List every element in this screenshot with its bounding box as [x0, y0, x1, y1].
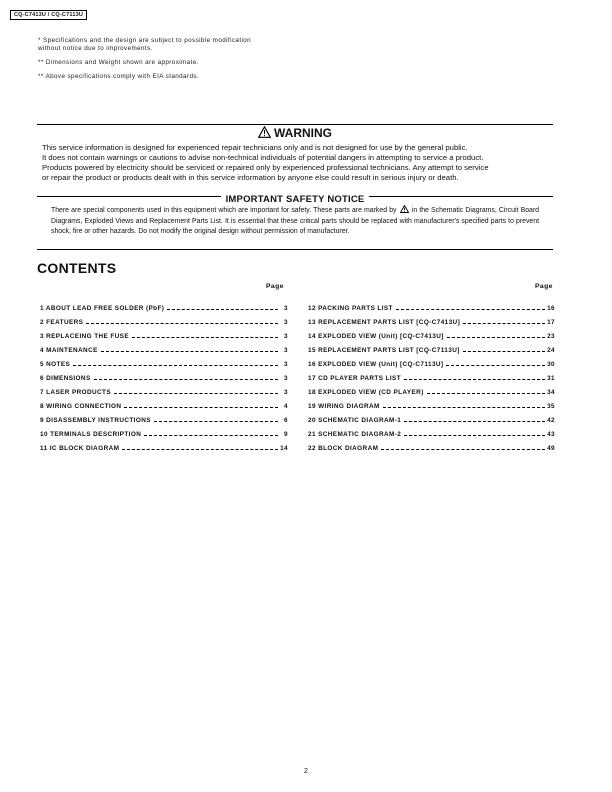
toc-entry-title: 11 IC BLOCK DIAGRAM	[40, 445, 120, 452]
toc-leader	[167, 309, 278, 310]
toc-entry-title: 3 REPLACEING THE FUSE	[40, 333, 130, 340]
toc-entry[interactable]	[40, 326, 288, 340]
safety-notice-title: IMPORTANT SAFETY NOTICE	[221, 194, 370, 205]
warning-box	[37, 124, 553, 250]
toc-leader	[446, 365, 545, 366]
toc-entry-page: 9	[284, 431, 288, 438]
toc-entry-page: 49	[547, 445, 555, 452]
toc-leader	[122, 449, 278, 450]
toc-entry-title: 22 BLOCK DIAGRAM	[308, 445, 379, 452]
toc-entry[interactable]	[40, 368, 288, 382]
toc-entry-title: 7 LASER PRODUCTS	[40, 389, 112, 396]
toc-entry-page: 17	[547, 319, 555, 326]
toc-entry[interactable]	[40, 354, 288, 368]
toc-entry-title: 5 NOTES	[40, 361, 71, 368]
warning-triangle-icon	[258, 126, 271, 141]
toc-leader	[73, 365, 278, 366]
toc-entry[interactable]	[308, 410, 555, 424]
toc-entry[interactable]	[40, 312, 288, 326]
toc-entry[interactable]	[308, 298, 555, 312]
toc-entry-page: 3	[284, 361, 288, 368]
toc-entry-title: 16 EXPLODED VIEW (Unit) [CQ-C7113U]	[308, 361, 444, 368]
warning-title: WARNING	[274, 126, 332, 140]
toc-entry-title: 14 EXPLODED VIEW (Unit) [CQ-C7413U]	[308, 333, 444, 340]
toc-entry-title: 6 DIMENSIONS	[40, 375, 91, 382]
toc-entry[interactable]	[40, 396, 288, 410]
toc-entry-page: 3	[284, 305, 288, 312]
toc-entry[interactable]	[308, 312, 555, 326]
toc-leader	[404, 379, 545, 380]
warning-line: or repair the product or products dealt with in this service information by anyone else could result in serious injury or death.	[42, 173, 459, 182]
toc-entry[interactable]	[40, 438, 288, 452]
toc-entry-page: 42	[547, 417, 555, 424]
warning-text	[42, 143, 548, 183]
toc-entry[interactable]	[40, 410, 288, 424]
toc-entry-page: 3	[284, 319, 288, 326]
specs-notes	[38, 37, 251, 81]
toc-entry-page: 3	[284, 333, 288, 340]
toc-entry[interactable]	[40, 382, 288, 396]
page-number: 2	[304, 768, 308, 775]
notice-text-part: in the Schematic Diagrams, Circuit Board Diagrams, Exploded Views and Replacement Parts List. It is essential that these critical parts should be replaced with manufacturer's specified parts to prevent shock, fire or other hazards. Do not modify the original design without permission of manufacturer.	[51, 207, 539, 235]
toc-leader	[114, 393, 278, 394]
toc-leader	[463, 351, 545, 352]
toc-entry-title: 4 MAINTENANCE	[40, 347, 98, 354]
toc-leader	[404, 421, 545, 422]
toc-entry[interactable]	[308, 424, 555, 438]
toc-right-column	[308, 298, 555, 452]
toc-entry-page: 3	[284, 375, 288, 382]
toc-leader	[132, 337, 278, 338]
warning-heading	[37, 126, 553, 141]
toc-entry-title: 13 REPLACEMENT PARTS LIST [CQ-C7413U]	[308, 319, 461, 326]
toc-leader	[154, 421, 278, 422]
toc-entry-page: 6	[284, 417, 288, 424]
page-column-label: Page	[266, 283, 284, 290]
toc-leader	[94, 379, 278, 380]
toc-entry-page: 14	[280, 445, 288, 452]
toc-entry-page: 24	[547, 347, 555, 354]
spec-note: ** Above specifications comply with EIA standards.	[38, 73, 200, 80]
toc-leader	[381, 449, 545, 450]
toc-entry[interactable]	[308, 438, 555, 452]
toc-entry[interactable]	[40, 424, 288, 438]
contents-title: CONTENTS	[37, 260, 117, 276]
toc-entry-title: 2 FEATUERS	[40, 319, 84, 326]
toc-entry-title: 8 WIRING CONNECTION	[40, 403, 122, 410]
toc-leader	[124, 407, 278, 408]
safety-notice-text	[51, 205, 539, 237]
spec-note: * Specifications and the design are subject to possible modification	[38, 37, 252, 44]
toc-entry[interactable]	[308, 382, 555, 396]
toc-entry-title: 21 SCHEMATIC DIAGRAM-2	[308, 431, 402, 438]
toc-entry-title: 9 DISASSEMBLY INSTRUCTIONS	[40, 417, 151, 424]
toc-entry[interactable]	[308, 368, 555, 382]
toc-entry[interactable]	[308, 396, 555, 410]
toc-entry-title: 10 TERMINALS DESCRIPTION	[40, 431, 142, 438]
toc-entry-page: 16	[547, 305, 555, 312]
toc-entry-title: 19 WIRING DIAGRAM	[308, 403, 380, 410]
caution-triangle-icon	[400, 205, 409, 217]
toc-entry-page: 3	[284, 389, 288, 396]
toc-entry-page: 23	[547, 333, 555, 340]
toc-entry-title: 17 CD PLAYER PARTS LIST	[308, 375, 402, 382]
toc-leader	[404, 435, 545, 436]
toc-entry-title: 20 SCHEMATIC DIAGRAM-1	[308, 417, 402, 424]
toc-entry-title: 15 REPLACEMENT PARTS LIST [CQ-C7113U]	[308, 347, 460, 354]
toc-entry-title: 12 PACKING PARTS LIST	[308, 305, 393, 312]
page-column-label: Page	[535, 283, 553, 290]
warning-line: This service information is designed for experienced repair technicians only and is not designed for use by the general public.	[42, 143, 468, 152]
toc-entry-page: 30	[547, 361, 555, 368]
toc-entry[interactable]	[308, 326, 555, 340]
toc-entry-title: 1 ABOUT LEAD FREE SOLDER (PbF)	[40, 305, 165, 312]
toc-leader	[396, 309, 545, 310]
spec-note: without notice due to improvements.	[38, 45, 153, 52]
toc-leader	[101, 351, 278, 352]
notice-text-part: There are special components used in this equipment which are important for safety. These parts are marked by	[51, 207, 397, 214]
toc-leader	[427, 393, 545, 394]
warning-line: It does not contain warnings or cautions to advise non-technical individuals of potential dangers in attempting to service a product.	[42, 153, 484, 162]
toc-leader	[144, 435, 278, 436]
toc-entry[interactable]	[40, 340, 288, 354]
toc-entry-page: 43	[547, 431, 555, 438]
toc-entry-page: 34	[547, 389, 555, 396]
toc-leader	[463, 323, 545, 324]
toc-leader	[447, 337, 545, 338]
warning-line: Products powered by electricity should be serviced or repaired only by experienced professional technicians. Any attempt to service	[42, 163, 489, 172]
toc-entry[interactable]	[308, 354, 555, 368]
toc-entry[interactable]	[308, 340, 555, 354]
toc-leader	[86, 323, 278, 324]
spec-note: ** Dimensions and Weight shown are approximate.	[38, 59, 199, 66]
toc-entry-title: 18 EXPLODED VIEW (CD PLAYER)	[308, 389, 424, 396]
toc-entry[interactable]	[40, 298, 288, 312]
toc-leader	[383, 407, 545, 408]
toc-entry-page: 3	[284, 347, 288, 354]
toc-entry-page: 4	[284, 403, 288, 410]
toc-left-column	[40, 298, 288, 452]
toc-entry-page: 35	[547, 403, 555, 410]
model-tag: CQ-C7413U / CQ-C7113U	[10, 10, 87, 20]
toc-entry-page: 31	[547, 375, 555, 382]
